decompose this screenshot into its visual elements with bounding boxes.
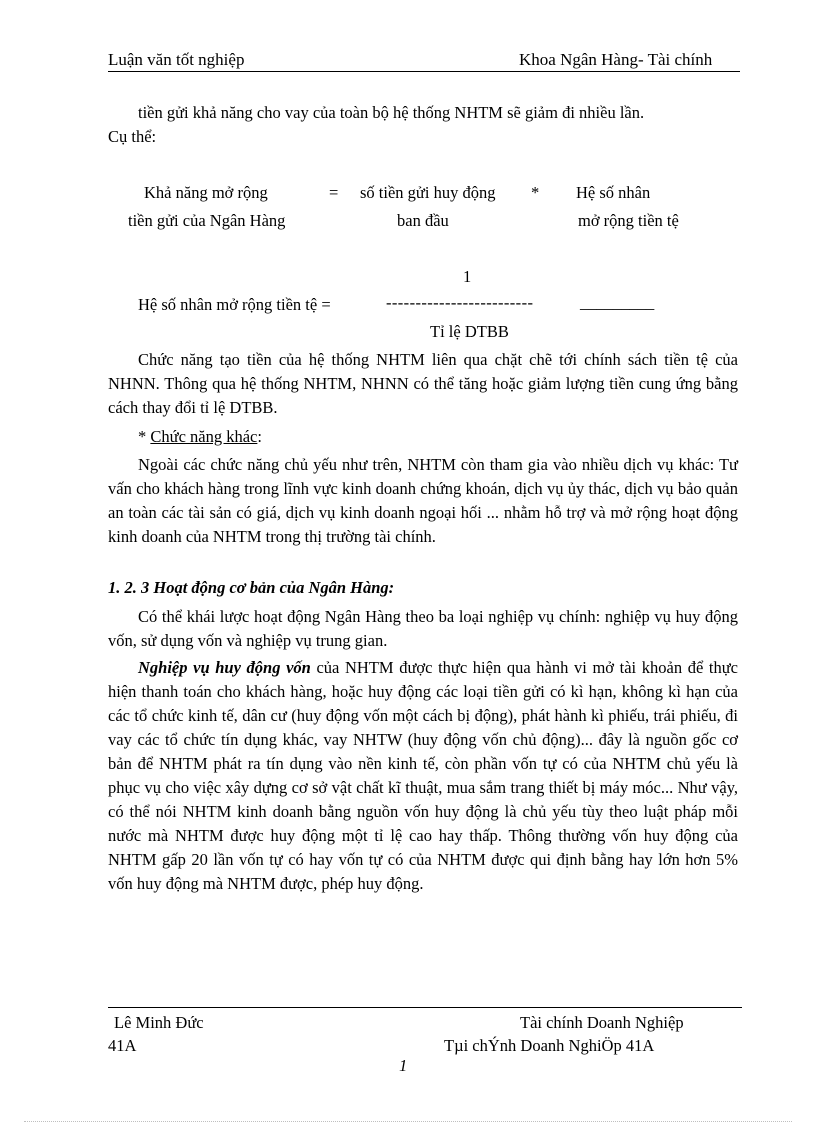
header-right: Khoa Ngân Hàng- Tài chính <box>519 50 713 69</box>
paragraph-money-creation-text: Chức năng tạo tiền của hệ thống NHTM liên qua chặt chẽ tới chính sách tiền tệ của NHNN. Thông qua hệ thống NHTM, NHNN có thể tăng hoặc giảm lượng tiền cung ứng bằng cách thay đổi tỉ lệ DTBB. <box>108 350 738 417</box>
formula2-dashes: ------------------------- <box>386 293 534 312</box>
formula1-term2-line2: ban đầu <box>397 211 449 230</box>
paragraph-deposit <box>108 656 738 896</box>
page-number: 1 <box>399 1056 408 1075</box>
formula2-numerator: 1 <box>463 267 472 286</box>
paragraph-money-creation <box>108 348 738 420</box>
formula1-term1-line1: Khả năng mở rộng <box>144 183 268 202</box>
other-heading-text: Chức năng khác <box>150 427 258 446</box>
header-rule <box>108 71 740 72</box>
paragraph-overview <box>108 605 738 653</box>
paragraph-deposit-rest: của NHTM được thực hiện qua hành vi mở tài khoản để thực hiện thanh toán cho khách hàng, hoặc huy động các loại tiền gửi có kì hạn, không kì hạn của các tổ chức kinh tế, dân cư (huy động vốn một cách bị động), phát hành kì phiếu, trái phiếu, đi vay các tổ chức tín dụng khác, vay NHTW (huy động vốn chủ động)... đây là nguồn gốc cơ bản để NHTM phát ra tín dụng vào nền kinh tế, còn phần vốn tự có của NHTM chủ yếu là phục vụ cho việc xây dựng cơ sở vật chất kĩ thuật, mua sắm trang thiết bị máy móc... Như vậy, có thể nói NHTM kinh doanh bằng nguồn vốn huy động là chủ yếu tùy theo luật pháp mỗi nước mà NHTM được huy động một tỉ lệ cao hay thấp. Thông thường vốn huy động của NHTM gấp 20 lần vốn tự có hay vốn tự có của NHTM được qui định bằng hay lớn hơn 5% vốn huy động mà NHTM được, phép huy động. <box>108 658 738 893</box>
paragraph-other-functions <box>108 453 738 549</box>
header-left: Luận văn tốt nghiệp <box>108 50 245 69</box>
intro-line-2: Cụ thể: <box>108 127 157 146</box>
footer-author: Lê Minh Đức <box>114 1013 204 1032</box>
footer-department: Tài chính Doanh Nghiệp <box>520 1013 684 1032</box>
paragraph-overview-text: Có thể khái lược hoạt động Ngân Hàng theo ba loại nghiệp vụ chính: nghiệp vụ huy động vốn, sử dụng vốn và nghiệp vụ trung gian. <box>108 607 738 650</box>
formula1-times: * <box>531 183 540 202</box>
other-functions-heading <box>138 427 262 447</box>
formula1-equals: = <box>329 183 339 202</box>
paragraph-other-functions-text: Ngoài các chức năng chủ yếu như trên, NHTM còn tham gia vào nhiều dịch vụ khác: Tư vấn cho khách hàng trong lĩnh vực kinh doanh chứng khoán, dịch vụ ủy thác, dịch vụ bảo quản an toàn các tài sản có giá, dịch vụ kinh doanh ngoại hối ... nhằm hỗ trợ và mở rộng hoạt động kinh doanh của NHTM trong thị trường tài chính. <box>108 455 738 546</box>
intro-line-1: tiền gửi khả năng cho vay của toàn bộ hệ thống NHTM sẽ giảm đi nhiều lần. <box>138 103 645 122</box>
formula2-blank: _________ <box>580 293 655 312</box>
formula1-term2-line1: số tiền gửi huy động <box>360 183 496 202</box>
footer-department-garbled: Tµi chÝnh Doanh NghiÖp 41A <box>444 1036 655 1055</box>
paragraph-deposit-lead: Nghiệp vụ huy động vốn <box>138 658 311 677</box>
footer-class: 41A <box>108 1036 137 1055</box>
other-prefix: * <box>138 427 151 446</box>
formula2-denominator: Tỉ lệ DTBB <box>430 322 509 341</box>
section-heading: 1. 2. 3 Hoạt động cơ bản của Ngân Hàng: <box>108 578 395 597</box>
footer-rule <box>108 1007 742 1008</box>
formula1-term1-line2: tiền gửi của Ngân Hàng <box>128 211 286 230</box>
other-colon: : <box>257 427 262 446</box>
page-bottom-border <box>24 1121 792 1122</box>
formula1-term3-line1: Hệ số nhân <box>576 183 651 202</box>
formula2-label: Hệ số nhân mở rộng tiền tệ = <box>138 295 331 314</box>
formula1-term3-line2: mở rộng tiền tệ <box>578 211 679 230</box>
